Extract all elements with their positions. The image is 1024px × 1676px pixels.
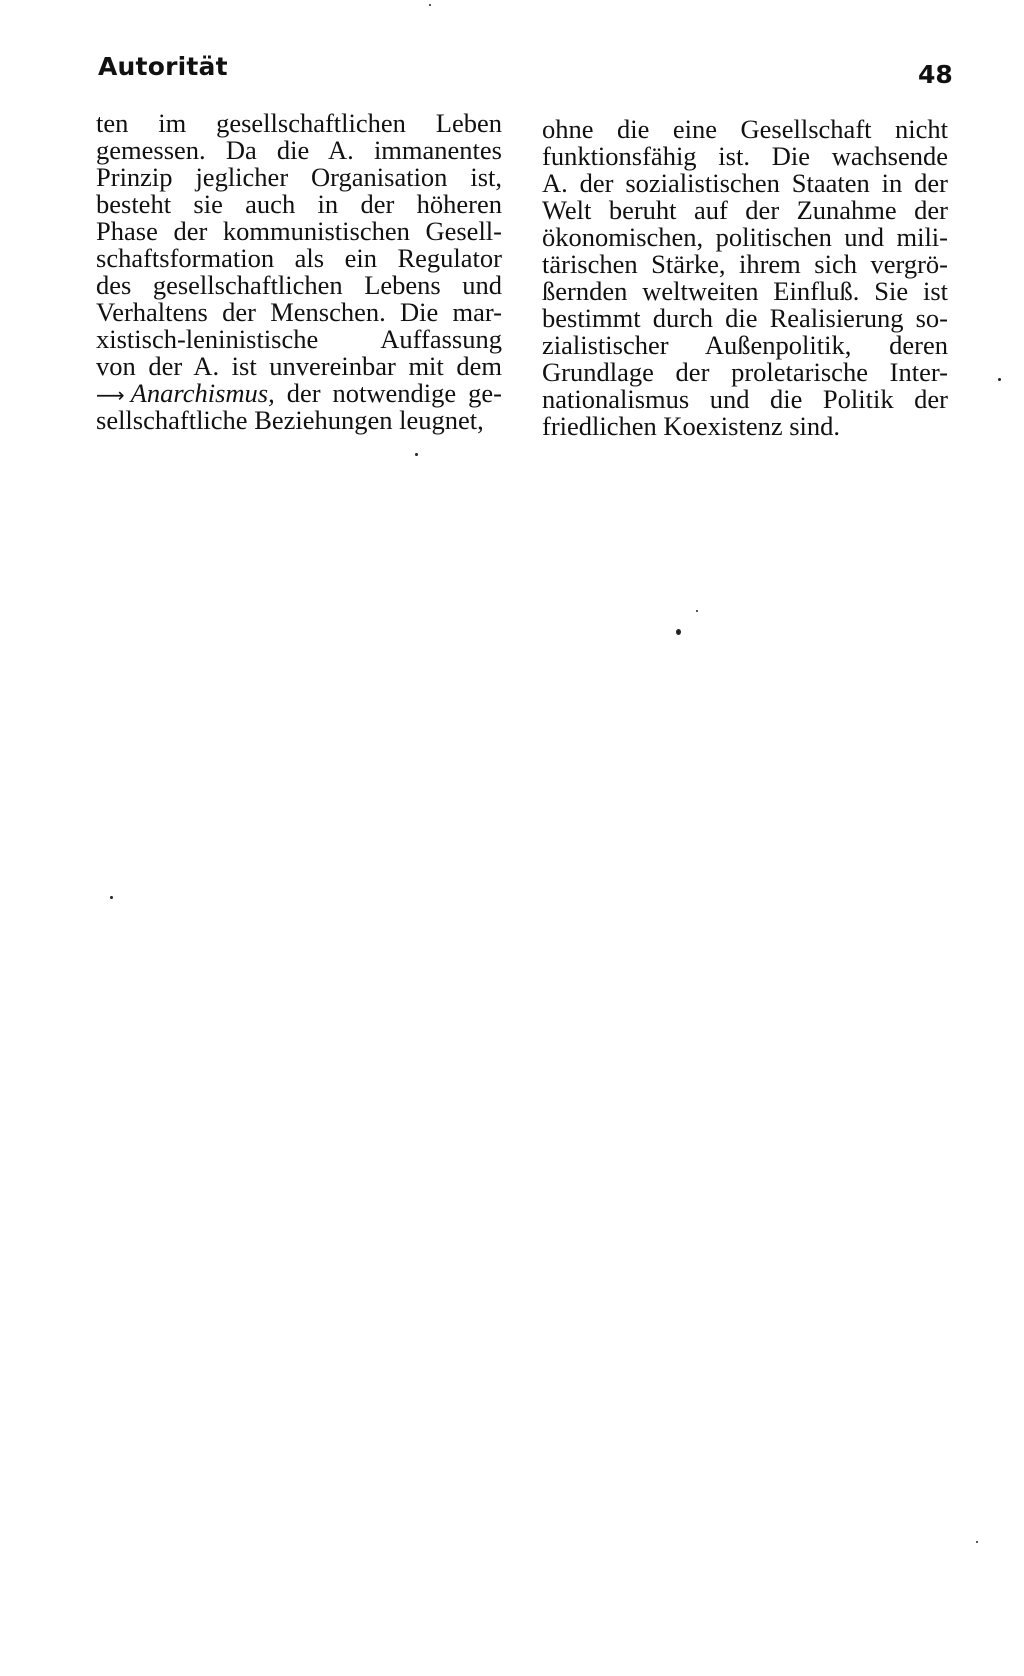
scan-speck bbox=[110, 896, 113, 899]
text-line: bestimmt durch die Realisierung so- bbox=[542, 303, 948, 333]
text-line: Grundlage der proletarische Inter- bbox=[542, 357, 948, 387]
cross-reference-term: Anarchismus, bbox=[130, 378, 275, 408]
text-line: des gesellschaftlichen Lebens und bbox=[96, 270, 502, 300]
cross-reference-arrow-icon: ⟶ bbox=[96, 383, 125, 407]
text-line: ökonomischen, politischen und mili- bbox=[542, 222, 948, 252]
text-line: ohne die eine Gesellschaft nicht bbox=[542, 114, 948, 144]
text-line: nationalismus und die Politik der bbox=[542, 384, 948, 414]
text-line: sellschaftliche Beziehungen leugnet, bbox=[96, 405, 484, 435]
text-line: funktionsfähig ist. Die wachsende bbox=[542, 141, 948, 171]
text-line: schaftsformation als ein Regulator bbox=[96, 243, 502, 273]
text-line: ten im gesellschaftlichen Leben bbox=[96, 108, 502, 138]
text-line: A. der sozialistischen Staaten in der bbox=[542, 168, 948, 198]
scan-speck bbox=[976, 1541, 978, 1543]
scan-speck bbox=[676, 629, 681, 635]
text-fragment: der notwendige ge- bbox=[274, 378, 502, 408]
scan-speck bbox=[429, 4, 431, 6]
text-line: Welt beruht auf der Zunahme der bbox=[542, 195, 948, 225]
left-column bbox=[96, 110, 502, 434]
text-line: tärischen Stärke, ihrem sich vergrö- bbox=[542, 249, 948, 279]
text-line: Prinzip jeglicher Organisation ist, bbox=[96, 162, 502, 192]
text-line-with-reference bbox=[96, 380, 502, 407]
text-line: friedlichen Koexistenz sind. bbox=[542, 411, 841, 441]
text-line: ßernden weltweiten Einfluß. Sie ist bbox=[542, 276, 948, 306]
text-line: zialistischer Außenpolitik, deren bbox=[542, 330, 948, 360]
text-line: besteht sie auch in der höheren bbox=[96, 189, 502, 219]
running-head: Autorität bbox=[98, 52, 228, 81]
scan-speck bbox=[696, 610, 698, 612]
scan-speck bbox=[998, 378, 1001, 381]
right-column bbox=[542, 116, 948, 440]
text-line: xistisch-leninistische Auffassung bbox=[96, 324, 502, 354]
text-line: von der A. ist unvereinbar mit dem bbox=[96, 351, 502, 381]
text-line: Phase der kommunistischen Gesell- bbox=[96, 216, 502, 246]
text-line: gemessen. Da die A. immanentes bbox=[96, 135, 502, 165]
page-number: 48 bbox=[918, 60, 953, 89]
text-line: Verhaltens der Menschen. Die mar- bbox=[96, 297, 502, 327]
scan-speck bbox=[415, 453, 418, 456]
